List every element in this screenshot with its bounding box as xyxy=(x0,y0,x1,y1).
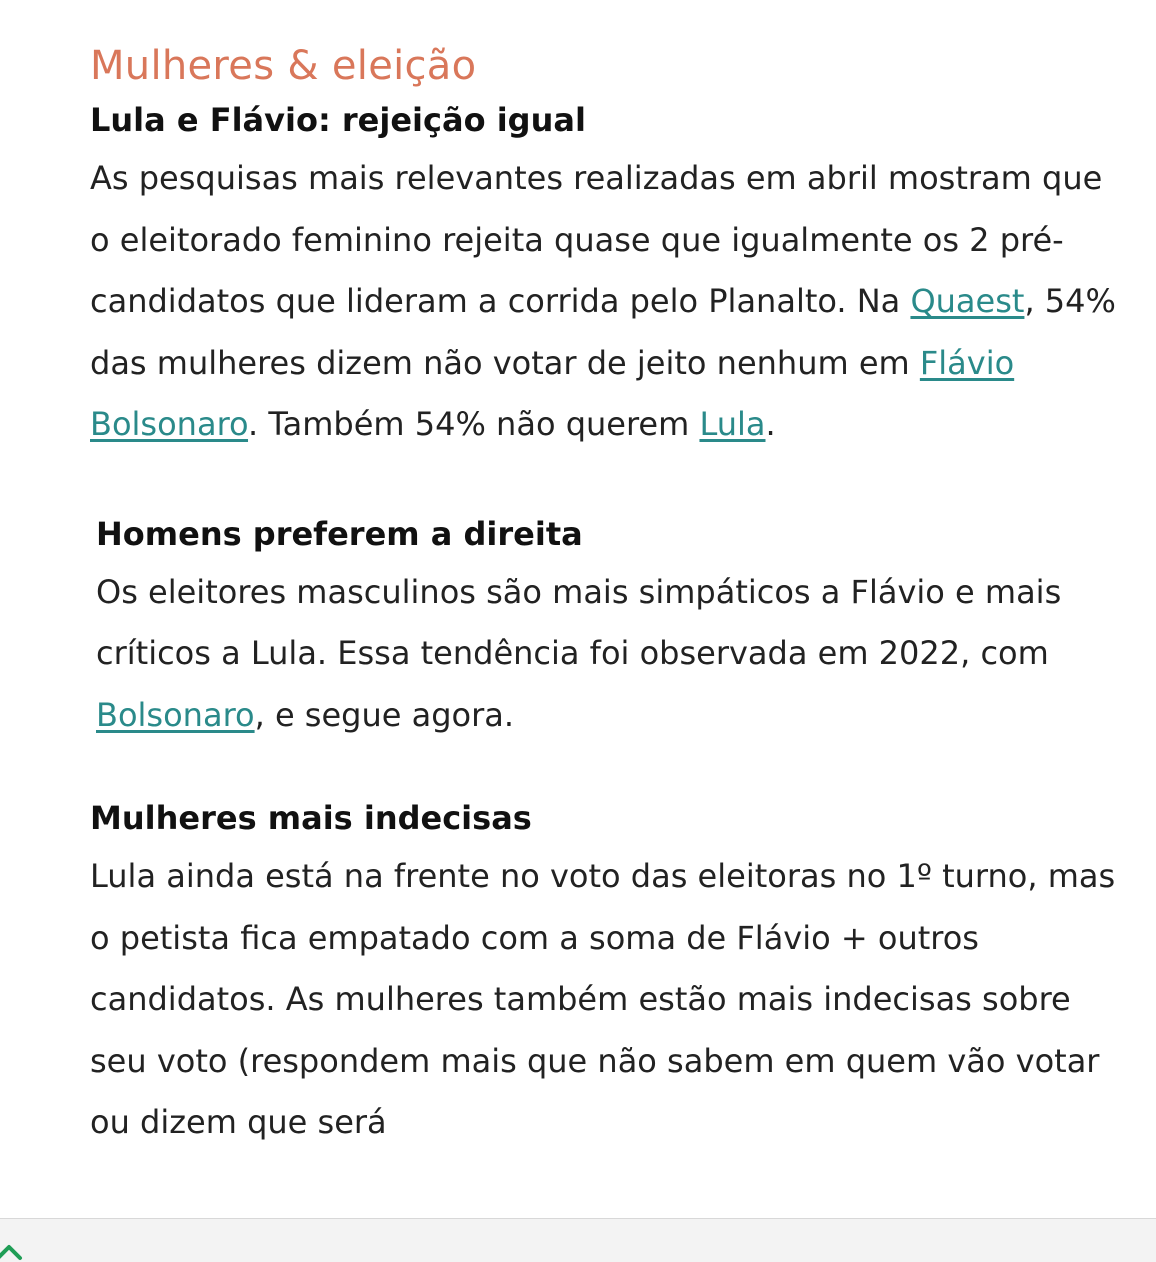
article xyxy=(90,36,1130,1154)
paragraph-text: . xyxy=(765,405,776,443)
bolsonaro-link[interactable]: Bolsonaro xyxy=(96,695,255,734)
lula-link[interactable]: Lula xyxy=(699,405,766,443)
section-rejection xyxy=(90,98,1130,456)
paragraph-text: , 54% das mulheres dizem não votar de jeito nenhum em xyxy=(90,282,1116,382)
section-men xyxy=(96,512,1130,747)
section-undecided xyxy=(90,796,1130,1154)
section-paragraph xyxy=(90,148,1130,456)
section-paragraph: Lula ainda está na frente no voto das eleitoras no 1º turno, mas o petista fica empatado com a soma de Flávio + outros candidatos. As mulheres também estão mais indecisas sobre seu voto (respondem mais que não sabem em quem vão votar ou dizem que será xyxy=(90,857,1116,1141)
arrow-up-icon[interactable] xyxy=(0,1240,24,1262)
section-heading: Mulheres mais indecisas xyxy=(90,799,532,837)
section-paragraph xyxy=(96,562,1130,747)
section-heading: Lula e Flávio: rejeição igual xyxy=(90,101,586,139)
flavio-bolsonaro-link[interactable]: Flávio Bolsonaro xyxy=(90,343,1015,443)
quaest-link[interactable]: Quaest xyxy=(910,282,1025,320)
paragraph-text: . Também 54% não querem xyxy=(248,405,700,443)
paragraph-text: Os eleitores masculinos são mais simpáticos a Flávio e mais críticos a Lula. Essa tendência foi observada em 2022, com xyxy=(96,572,1062,672)
paragraph-text: , e segue agora. xyxy=(254,695,515,734)
paragraph-text: As pesquisas mais relevantes realizadas em abril mostram que o eleitorado feminino rejeita quase que igualmente os 2 pré-candidatos que lideram a corrida pelo Planalto. Na xyxy=(90,159,1103,320)
bottom-toolbar xyxy=(0,1218,1156,1262)
section-kicker: Mulheres & eleição xyxy=(90,43,477,89)
section-heading: Homens preferem a direita xyxy=(96,514,583,553)
